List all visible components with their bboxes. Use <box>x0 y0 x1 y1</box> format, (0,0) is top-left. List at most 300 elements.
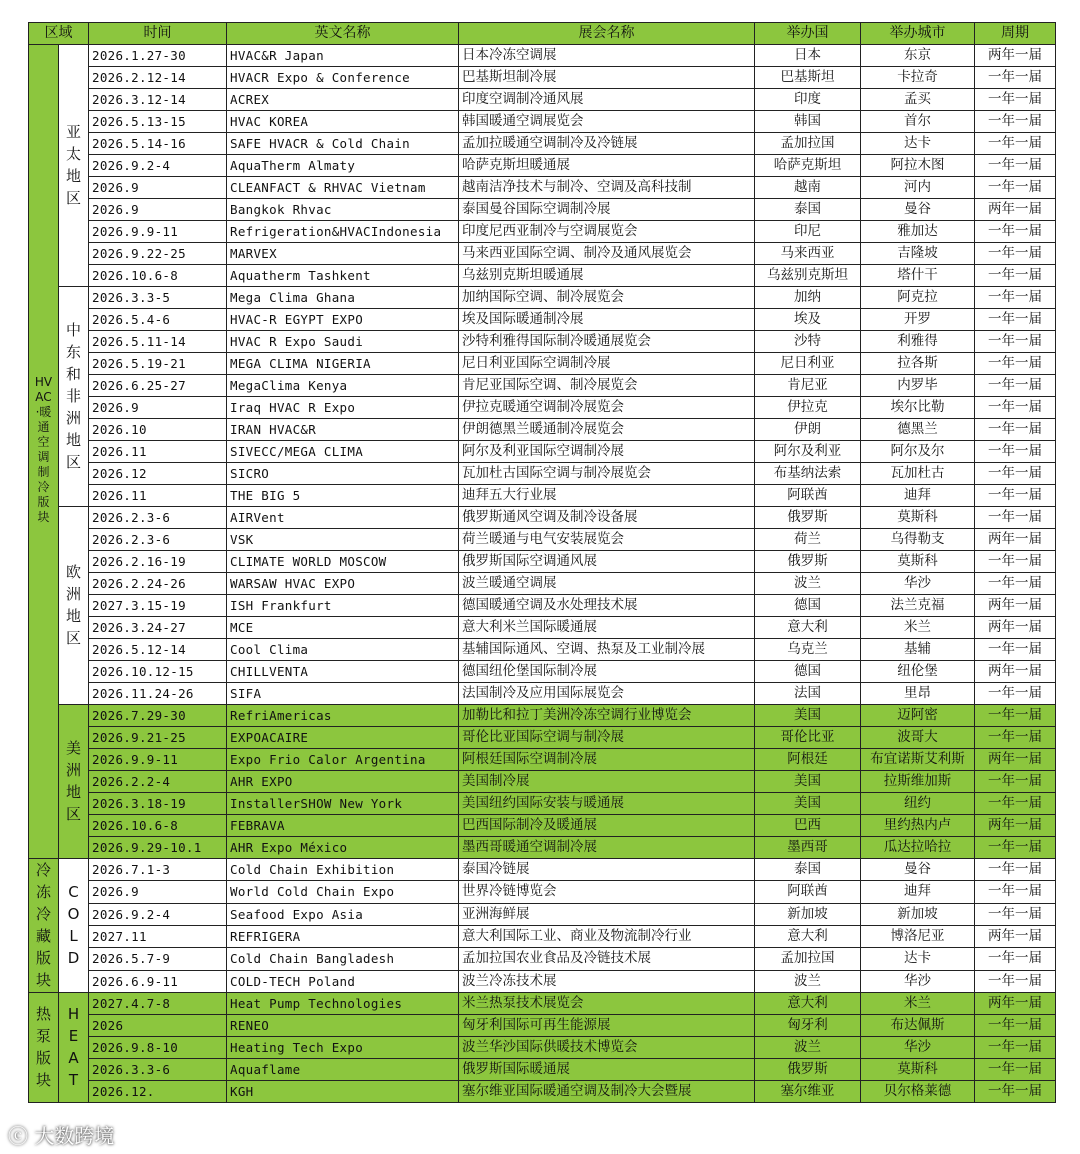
header-row <box>29 23 1056 45</box>
table-row <box>29 573 1056 595</box>
row-english-name: Refrigeration&HVACIndonesia <box>227 221 459 243</box>
watermark-icon: ⓒ <box>8 1124 28 1148</box>
row-exhibition-name: 俄罗斯国际空调通风展 <box>459 551 755 573</box>
row-country: 越南 <box>755 177 861 199</box>
row-cycle: 一年一届 <box>975 463 1056 485</box>
row-city: 拉各斯 <box>861 353 975 375</box>
row-country: 巴基斯坦 <box>755 67 861 89</box>
header-date: 时间 <box>89 23 227 45</box>
table-row <box>29 595 1056 617</box>
row-english-name: Expo Frio Calor Argentina <box>227 749 459 771</box>
row-exhibition-name: 波兰暖通空调展 <box>459 573 755 595</box>
region-label: HEAT <box>67 1005 80 1089</box>
region-cell <box>59 45 89 287</box>
row-english-name: Bangkok Rhvac <box>227 199 459 221</box>
row-cycle: 一年一届 <box>975 727 1056 749</box>
row-city: 新加坡 <box>861 903 975 925</box>
row-english-name: SIVECC/MEGA CLIMA <box>227 441 459 463</box>
row-cycle: 两年一届 <box>975 45 1056 67</box>
row-city: 孟买 <box>861 89 975 111</box>
row-country: 马来西亚 <box>755 243 861 265</box>
row-cycle: 两年一届 <box>975 925 1056 947</box>
row-city: 米兰 <box>861 617 975 639</box>
row-city: 瓜达拉哈拉 <box>861 837 975 859</box>
row-date: 2026.9 <box>89 177 227 199</box>
row-english-name: MARVEX <box>227 243 459 265</box>
row-exhibition-name: 伊拉克暖通空调制冷展览会 <box>459 397 755 419</box>
table-row <box>29 993 1056 1015</box>
row-date: 2026.10.12-15 <box>89 661 227 683</box>
row-cycle: 一年一届 <box>975 705 1056 727</box>
row-country: 肯尼亚 <box>755 375 861 397</box>
row-cycle: 一年一届 <box>975 331 1056 353</box>
row-date: 2026.7.29-30 <box>89 705 227 727</box>
row-date: 2026.2.3-6 <box>89 507 227 529</box>
row-city: 米兰 <box>861 993 975 1015</box>
row-exhibition-name: 肯尼亚国际空调、制冷展览会 <box>459 375 755 397</box>
row-exhibition-name: 荷兰暖通与电气安装展览会 <box>459 529 755 551</box>
row-exhibition-name: 埃及国际暖通制冷展 <box>459 309 755 331</box>
row-country: 意大利 <box>755 617 861 639</box>
table-row <box>29 727 1056 749</box>
table-row <box>29 970 1056 992</box>
table-row <box>29 639 1056 661</box>
row-english-name: THE BIG 5 <box>227 485 459 507</box>
row-country: 泰国 <box>755 199 861 221</box>
row-exhibition-name: 世界冷链博览会 <box>459 881 755 903</box>
row-cycle: 两年一届 <box>975 595 1056 617</box>
category-label: 热泵版块 <box>35 1005 51 1089</box>
row-city: 迪拜 <box>861 881 975 903</box>
table-row <box>29 89 1056 111</box>
region-label: 美洲地区 <box>65 739 81 823</box>
row-city: 德黑兰 <box>861 419 975 441</box>
row-date: 2026.12. <box>89 1081 227 1103</box>
row-exhibition-name: 意大利国际工业、商业及物流制冷行业 <box>459 925 755 947</box>
header-city: 举办城市 <box>861 23 975 45</box>
row-exhibition-name: 米兰热泵技术展览会 <box>459 993 755 1015</box>
row-country: 意大利 <box>755 993 861 1015</box>
row-english-name: IRAN HVAC&R <box>227 419 459 441</box>
row-date: 2026.3.18-19 <box>89 793 227 815</box>
row-date: 2026.6.25-27 <box>89 375 227 397</box>
row-cycle: 两年一届 <box>975 529 1056 551</box>
row-exhibition-name: 德国暖通空调及水处理技术展 <box>459 595 755 617</box>
header-cycle: 周期 <box>975 23 1056 45</box>
row-english-name: SIFA <box>227 683 459 705</box>
row-cycle: 一年一届 <box>975 67 1056 89</box>
row-exhibition-name: 意大利米兰国际暖通展 <box>459 617 755 639</box>
category-cell <box>29 859 59 993</box>
row-english-name: KGH <box>227 1081 459 1103</box>
row-city: 拉斯维加斯 <box>861 771 975 793</box>
row-exhibition-name: 瓦加杜古国际空调与制冷展览会 <box>459 463 755 485</box>
row-exhibition-name: 孟加拉暖通空调制冷及冷链展 <box>459 133 755 155</box>
row-english-name: AquaTherm Almaty <box>227 155 459 177</box>
row-city: 首尔 <box>861 111 975 133</box>
row-cycle: 两年一届 <box>975 661 1056 683</box>
row-city: 里约热内卢 <box>861 815 975 837</box>
row-cycle: 两年一届 <box>975 199 1056 221</box>
row-date: 2026.2.2-4 <box>89 771 227 793</box>
row-english-name: Aquatherm Tashkent <box>227 265 459 287</box>
row-english-name: AIRVent <box>227 507 459 529</box>
row-english-name: Heat Pump Technologies <box>227 993 459 1015</box>
row-cycle: 两年一届 <box>975 617 1056 639</box>
row-country: 巴西 <box>755 815 861 837</box>
row-english-name: COLD-TECH Poland <box>227 970 459 992</box>
row-cycle: 一年一届 <box>975 1015 1056 1037</box>
row-date: 2026.9 <box>89 397 227 419</box>
row-city: 阿克拉 <box>861 287 975 309</box>
header-english-name: 英文名称 <box>227 23 459 45</box>
row-exhibition-name: 日本冷冻空调展 <box>459 45 755 67</box>
table-row <box>29 375 1056 397</box>
row-date: 2026.9.29-10.1 <box>89 837 227 859</box>
row-country: 孟加拉国 <box>755 133 861 155</box>
row-english-name: SAFE HVACR & Cold Chain <box>227 133 459 155</box>
row-country: 伊朗 <box>755 419 861 441</box>
row-city: 乌得勒支 <box>861 529 975 551</box>
table-row <box>29 771 1056 793</box>
row-exhibition-name: 哈萨克斯坦暖通展 <box>459 155 755 177</box>
row-country: 美国 <box>755 793 861 815</box>
row-english-name: MCE <box>227 617 459 639</box>
row-city: 河内 <box>861 177 975 199</box>
row-exhibition-name: 孟加拉国农业食品及冷链技术展 <box>459 948 755 970</box>
region-cell <box>59 507 89 705</box>
row-english-name: AHR EXPO <box>227 771 459 793</box>
row-english-name: AHR Expo México <box>227 837 459 859</box>
row-date: 2026.6.9-11 <box>89 970 227 992</box>
row-english-name: HVAC-R EGYPT EXPO <box>227 309 459 331</box>
row-date: 2026.9.2-4 <box>89 155 227 177</box>
region-cell <box>59 993 89 1103</box>
row-exhibition-name: 巴基斯坦制冷展 <box>459 67 755 89</box>
row-city: 埃尔比勒 <box>861 397 975 419</box>
row-exhibition-name: 韩国暖通空调展览会 <box>459 111 755 133</box>
row-english-name: Iraq HVAC R Expo <box>227 397 459 419</box>
row-cycle: 一年一届 <box>975 155 1056 177</box>
row-date: 2026.9 <box>89 881 227 903</box>
row-english-name: VSK <box>227 529 459 551</box>
row-cycle: 一年一届 <box>975 639 1056 661</box>
row-english-name: REFRIGERA <box>227 925 459 947</box>
row-city: 内罗毕 <box>861 375 975 397</box>
table-row <box>29 177 1056 199</box>
table-row <box>29 1081 1056 1103</box>
region-cell <box>59 705 89 859</box>
row-cycle: 一年一届 <box>975 970 1056 992</box>
row-city: 莫斯科 <box>861 551 975 573</box>
row-date: 2026.5.13-15 <box>89 111 227 133</box>
category-cell <box>29 993 59 1103</box>
row-exhibition-name: 乌兹别克斯坦暖通展 <box>459 265 755 287</box>
row-country: 日本 <box>755 45 861 67</box>
row-country: 阿联酋 <box>755 881 861 903</box>
row-country: 伊拉克 <box>755 397 861 419</box>
row-cycle: 一年一届 <box>975 1059 1056 1081</box>
row-english-name: World Cold Chain Expo <box>227 881 459 903</box>
row-exhibition-name: 哥伦比亚国际空调与制冷展 <box>459 727 755 749</box>
row-country: 意大利 <box>755 925 861 947</box>
row-english-name: CHILLVENTA <box>227 661 459 683</box>
category-label: HVAC·暖通空调制冷版块 <box>34 375 53 524</box>
row-country: 哥伦比亚 <box>755 727 861 749</box>
row-city: 东京 <box>861 45 975 67</box>
table-row <box>29 815 1056 837</box>
exhibition-table-wrapper <box>28 22 1055 1103</box>
row-date: 2026.9 <box>89 199 227 221</box>
row-country: 埃及 <box>755 309 861 331</box>
row-date: 2026.2.12-14 <box>89 67 227 89</box>
row-city: 法兰克福 <box>861 595 975 617</box>
row-english-name: HVAC R Expo Saudi <box>227 331 459 353</box>
row-date: 2026.2.3-6 <box>89 529 227 551</box>
watermark <box>8 1120 114 1149</box>
row-country: 印度 <box>755 89 861 111</box>
header-exhibition-name: 展会名称 <box>459 23 755 45</box>
row-city: 瓦加杜古 <box>861 463 975 485</box>
row-exhibition-name: 塞尔维亚国际暖通空调及制冷大会暨展 <box>459 1081 755 1103</box>
table-row <box>29 948 1056 970</box>
exhibition-table <box>28 22 1056 1103</box>
table-row <box>29 221 1056 243</box>
row-english-name: RENEO <box>227 1015 459 1037</box>
row-city: 莫斯科 <box>861 1059 975 1081</box>
table-row <box>29 111 1056 133</box>
category-cell <box>29 45 59 859</box>
header-country: 举办国 <box>755 23 861 45</box>
row-date: 2026.2.24-26 <box>89 573 227 595</box>
row-city: 开罗 <box>861 309 975 331</box>
row-cycle: 一年一届 <box>975 881 1056 903</box>
row-country: 俄罗斯 <box>755 1059 861 1081</box>
row-city: 达卡 <box>861 948 975 970</box>
row-city: 波哥大 <box>861 727 975 749</box>
row-date: 2026.5.12-14 <box>89 639 227 661</box>
row-cycle: 一年一届 <box>975 89 1056 111</box>
row-date: 2026.5.7-9 <box>89 948 227 970</box>
row-exhibition-name: 伊朗德黑兰暖通制冷展览会 <box>459 419 755 441</box>
table-row <box>29 749 1056 771</box>
table-row <box>29 925 1056 947</box>
table-row <box>29 133 1056 155</box>
row-english-name: Heating Tech Expo <box>227 1037 459 1059</box>
row-city: 达卡 <box>861 133 975 155</box>
row-exhibition-name: 马来西亚国际空调、制冷及通风展览会 <box>459 243 755 265</box>
row-date: 2026.10 <box>89 419 227 441</box>
row-city: 华沙 <box>861 1037 975 1059</box>
row-english-name: WARSAW HVAC EXPO <box>227 573 459 595</box>
row-exhibition-name: 印度空调制冷通风展 <box>459 89 755 111</box>
table-row <box>29 485 1056 507</box>
row-city: 纽伦堡 <box>861 661 975 683</box>
row-date: 2026.9.22-25 <box>89 243 227 265</box>
row-date: 2026.3.12-14 <box>89 89 227 111</box>
row-country: 波兰 <box>755 1037 861 1059</box>
row-city: 莫斯科 <box>861 507 975 529</box>
row-date: 2026.1.27-30 <box>89 45 227 67</box>
row-country: 墨西哥 <box>755 837 861 859</box>
row-date: 2027.3.15-19 <box>89 595 227 617</box>
region-cell <box>59 859 89 993</box>
row-exhibition-name: 法国制冷及应用国际展览会 <box>459 683 755 705</box>
table-row <box>29 155 1056 177</box>
row-country: 哈萨克斯坦 <box>755 155 861 177</box>
row-cycle: 一年一届 <box>975 177 1056 199</box>
row-english-name: CLIMATE WORLD MOSCOW <box>227 551 459 573</box>
row-city: 华沙 <box>861 573 975 595</box>
row-country: 泰国 <box>755 859 861 881</box>
table-row <box>29 617 1056 639</box>
row-cycle: 一年一届 <box>975 948 1056 970</box>
row-city: 纽约 <box>861 793 975 815</box>
row-english-name: HVAC&R Japan <box>227 45 459 67</box>
row-city: 基辅 <box>861 639 975 661</box>
row-exhibition-name: 美国纽约国际安装与暖通展 <box>459 793 755 815</box>
row-date: 2026.11 <box>89 485 227 507</box>
row-city: 里昂 <box>861 683 975 705</box>
row-country: 沙特 <box>755 331 861 353</box>
row-country: 德国 <box>755 661 861 683</box>
row-country: 荷兰 <box>755 529 861 551</box>
row-date: 2026.3.3-5 <box>89 287 227 309</box>
row-date: 2027.11 <box>89 925 227 947</box>
row-city: 博洛尼亚 <box>861 925 975 947</box>
row-date: 2026.11.24-26 <box>89 683 227 705</box>
row-city: 曼谷 <box>861 859 975 881</box>
row-city: 雅加达 <box>861 221 975 243</box>
row-date: 2026.5.14-16 <box>89 133 227 155</box>
row-country: 俄罗斯 <box>755 551 861 573</box>
row-date: 2026.5.19-21 <box>89 353 227 375</box>
table-row <box>29 903 1056 925</box>
row-exhibition-name: 加纳国际空调、制冷展览会 <box>459 287 755 309</box>
row-cycle: 一年一届 <box>975 419 1056 441</box>
row-city: 布宜诺斯艾利斯 <box>861 749 975 771</box>
row-cycle: 一年一届 <box>975 441 1056 463</box>
row-date: 2026.2.16-19 <box>89 551 227 573</box>
row-city: 塔什干 <box>861 265 975 287</box>
table-row <box>29 859 1056 881</box>
row-cycle: 一年一届 <box>975 111 1056 133</box>
row-english-name: CLEANFACT & RHVAC Vietnam <box>227 177 459 199</box>
row-cycle: 一年一届 <box>975 903 1056 925</box>
table-row <box>29 353 1056 375</box>
row-cycle: 一年一届 <box>975 573 1056 595</box>
region-label: 欧洲地区 <box>65 563 81 647</box>
row-country: 匈牙利 <box>755 1015 861 1037</box>
region-label: 亚太地区 <box>65 123 81 207</box>
row-cycle: 一年一届 <box>975 837 1056 859</box>
watermark-text: 大数跨境 <box>34 1124 115 1148</box>
row-cycle: 两年一届 <box>975 993 1056 1015</box>
row-english-name: HVAC KOREA <box>227 111 459 133</box>
row-exhibition-name: 加勒比和拉丁美洲冷冻空调行业博览会 <box>459 705 755 727</box>
row-city: 阿拉木图 <box>861 155 975 177</box>
row-english-name: ISH Frankfurt <box>227 595 459 617</box>
row-exhibition-name: 波兰华沙国际供暖技术博览会 <box>459 1037 755 1059</box>
table-row <box>29 1015 1056 1037</box>
table-row <box>29 1037 1056 1059</box>
row-exhibition-name: 美国制冷展 <box>459 771 755 793</box>
row-english-name: HVACR Expo & Conference <box>227 67 459 89</box>
table-row <box>29 67 1056 89</box>
row-cycle: 一年一届 <box>975 793 1056 815</box>
row-exhibition-name: 墨西哥暖通空调制冷展 <box>459 837 755 859</box>
table-row <box>29 837 1056 859</box>
row-cycle: 两年一届 <box>975 749 1056 771</box>
row-date: 2026.9.8-10 <box>89 1037 227 1059</box>
row-english-name: FEBRAVA <box>227 815 459 837</box>
row-english-name: Aquaflame <box>227 1059 459 1081</box>
row-cycle: 一年一届 <box>975 221 1056 243</box>
table-row <box>29 287 1056 309</box>
row-date: 2026.11 <box>89 441 227 463</box>
row-cycle: 一年一届 <box>975 507 1056 529</box>
row-country: 乌克兰 <box>755 639 861 661</box>
row-country: 波兰 <box>755 573 861 595</box>
row-city: 贝尔格莱德 <box>861 1081 975 1103</box>
row-english-name: Cold Chain Bangladesh <box>227 948 459 970</box>
row-date: 2026.7.1-3 <box>89 859 227 881</box>
table-row <box>29 793 1056 815</box>
row-country: 塞尔维亚 <box>755 1081 861 1103</box>
row-cycle: 一年一届 <box>975 287 1056 309</box>
row-date: 2026.9.21-25 <box>89 727 227 749</box>
row-city: 布达佩斯 <box>861 1015 975 1037</box>
region-label: COLD <box>67 883 80 967</box>
row-country: 新加坡 <box>755 903 861 925</box>
row-exhibition-name: 沙特利雅得国际制冷暖通展览会 <box>459 331 755 353</box>
table-row <box>29 441 1056 463</box>
row-cycle: 一年一届 <box>975 551 1056 573</box>
row-exhibition-name: 泰国冷链展 <box>459 859 755 881</box>
row-date: 2026.3.24-27 <box>89 617 227 639</box>
row-english-name: MEGA CLIMA NIGERIA <box>227 353 459 375</box>
row-cycle: 一年一届 <box>975 397 1056 419</box>
row-english-name: MegaClima Kenya <box>227 375 459 397</box>
row-english-name: Seafood Expo Asia <box>227 903 459 925</box>
table-row <box>29 1059 1056 1081</box>
region-cell <box>59 287 89 507</box>
row-exhibition-name: 阿根廷国际空调制冷展 <box>459 749 755 771</box>
row-country: 法国 <box>755 683 861 705</box>
row-exhibition-name: 德国纽伦堡国际制冷展 <box>459 661 755 683</box>
row-english-name: EXPOACAIRE <box>227 727 459 749</box>
row-date: 2026.5.11-14 <box>89 331 227 353</box>
table-row <box>29 419 1056 441</box>
row-date: 2027.4.7-8 <box>89 993 227 1015</box>
row-exhibition-name: 巴西国际制冷及暖通展 <box>459 815 755 837</box>
row-country: 阿尔及利亚 <box>755 441 861 463</box>
region-label: 中东和非洲地区 <box>65 321 81 471</box>
row-exhibition-name: 波兰冷冻技术展 <box>459 970 755 992</box>
row-city: 利雅得 <box>861 331 975 353</box>
row-date: 2026.9.9-11 <box>89 221 227 243</box>
row-country: 乌兹别克斯坦 <box>755 265 861 287</box>
row-english-name: ACREX <box>227 89 459 111</box>
row-exhibition-name: 迪拜五大行业展 <box>459 485 755 507</box>
row-city: 华沙 <box>861 970 975 992</box>
table-row <box>29 661 1056 683</box>
table-row <box>29 507 1056 529</box>
row-exhibition-name: 俄罗斯通风空调及制冷设备展 <box>459 507 755 529</box>
row-date: 2026 <box>89 1015 227 1037</box>
row-cycle: 一年一届 <box>975 309 1056 331</box>
table-row <box>29 309 1056 331</box>
